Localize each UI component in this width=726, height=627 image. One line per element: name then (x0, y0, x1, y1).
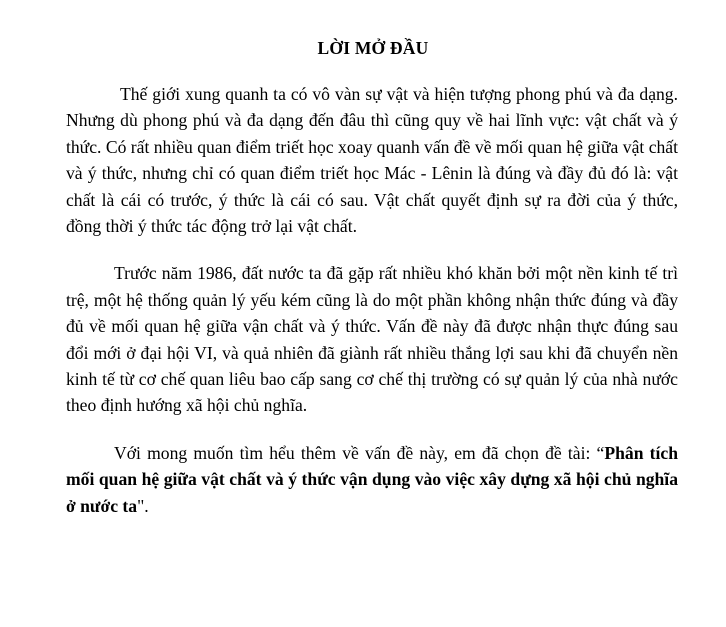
document-title: LỜI MỞ ĐẦU (317, 38, 429, 58)
paragraph-2: Trước năm 1986, đất nước ta đã gặp rất nhiều khó khăn bởi một nền kinh tế trì trệ, một hệ thống quản lý yếu kém cũng là do một phần không nhận thức đúng và đầy đủ về mối quan hệ giữa vận chất và ý thức. Vấn đề này đã được nhận thực đúng sau đổi mới ở đại hội VI, và quả nhiên đã giành rất nhiều thắng lợi sau khi đã chuyển nền kinh tế từ cơ chế quan liêu bao cấp sang cơ chế thị trường có sự quản lý của nhà nước theo định hướng xã hội chủ nghĩa. (66, 263, 678, 416)
paragraph-1: Thế giới xung quanh ta có vô vàn sự vật và hiện tượng phong phú và đa dạng. Nhưng dù phong phú và đa dạng đến đâu thì cũng quy về hai lĩnh vực: vật chất và ý thức. Có rất nhiều quan điểm triết học xoay quanh vấn đề về mối quan hệ giữa vật chất và ý thức, nhưng chỉ có quan điểm triết học Mác - Lênin là đúng và đầy đủ đó là: vật chất là cái có trước, ý thức là cái có sau. Vật chất quyết định sự ra đời của ý thức, đồng thời ý thức tác động trở lại vật chất. (66, 84, 678, 237)
paragraph-3 (66, 440, 678, 519)
paragraph-3-lead: Với mong muốn tìm hểu thêm về vấn đề này, em đã chọn đề tài: “ (114, 442, 605, 463)
paragraph-3-end: ". (137, 495, 149, 516)
thesis-topic: Phân tích mối quan hệ giữa vật chất và ý thức vận dụng vào việc xây dựng xã hội chủ nghĩa ở nước ta (66, 442, 679, 516)
